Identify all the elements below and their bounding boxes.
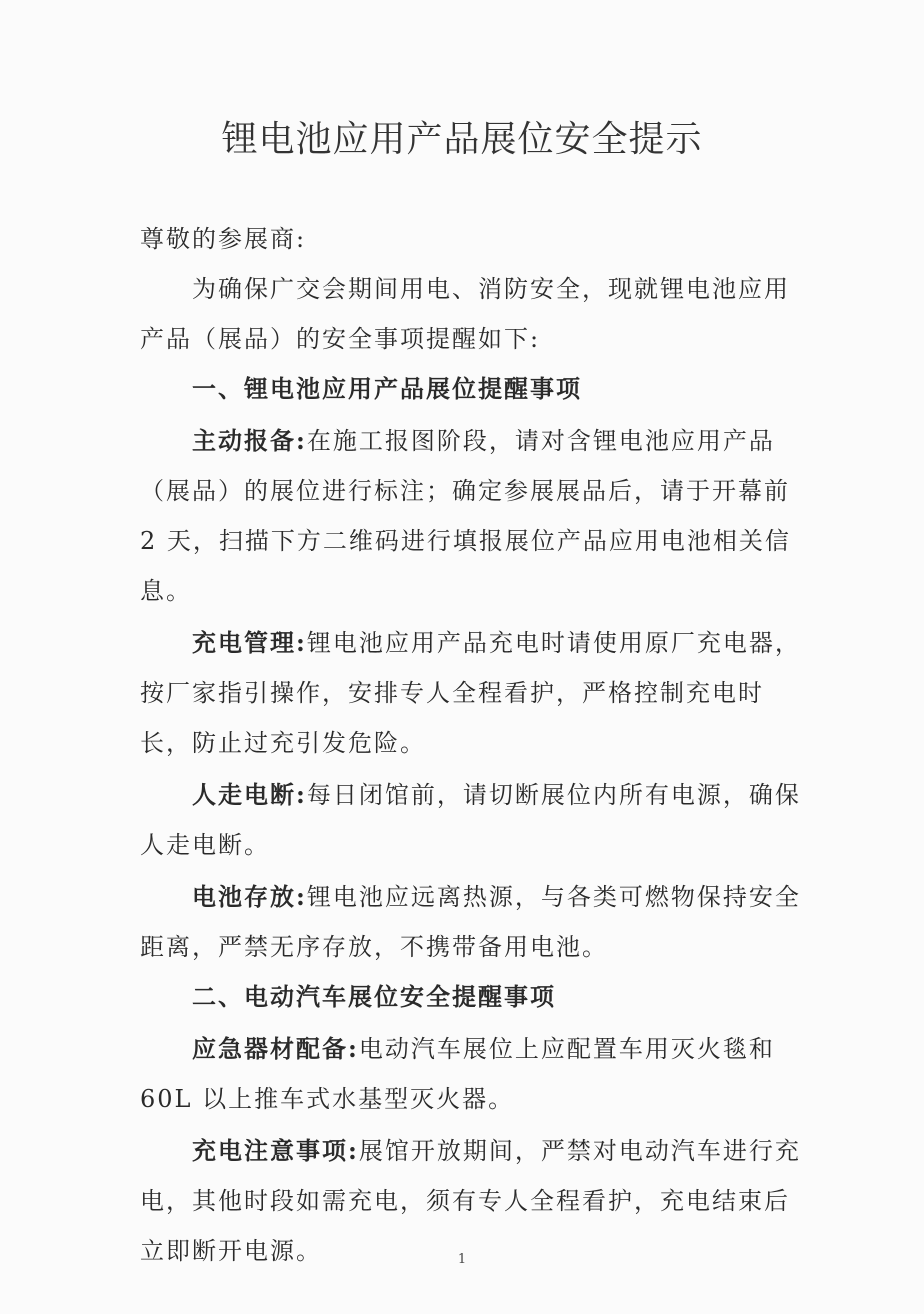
section2-heading: 二、电动汽车展位安全提醒事项: [192, 983, 556, 1011]
item-text: 电动汽车展位上应配置车用灭火毯和60L 以上推车式水基型灭火器。: [140, 1035, 775, 1113]
document-body: [140, 214, 810, 1276]
item-lead: 充电注意事项:: [192, 1136, 359, 1165]
section1-item: [140, 872, 810, 972]
section1-item: [140, 416, 810, 616]
salutation: 尊敬的参展商:: [140, 225, 307, 253]
item-text: 在施工报图阶段，请对含锂电池应用产品（展品）的展位进行标注；确定参展展品后，请于开幕前 2 天，扫描下方二维码进行填报展位产品应用电池相关信息。: [140, 427, 791, 605]
item-lead: 充电管理:: [192, 628, 307, 657]
item-lead: 应急器材配备:: [192, 1034, 359, 1063]
item-text: 每日闭馆前，请切断展位内所有电源，确保人走电断。: [140, 781, 801, 859]
section1-heading: 一、锂电池应用产品展位提醒事项: [192, 375, 582, 403]
section2-item: [140, 1024, 810, 1124]
section1-item: [140, 618, 810, 768]
item-lead: 主动报备:: [192, 426, 307, 455]
item-text: 锂电池应用产品充电时请使用原厂充电器，按厂家指引操作，安排专人全程看护，严格控制充电时长，防止过充引发危险。: [140, 629, 801, 757]
section1-item: [140, 770, 810, 870]
document-title: 锂电池应用产品展位安全提示: [221, 119, 703, 160]
item-lead: 电池存放:: [192, 882, 307, 911]
item-lead: 人走电断:: [192, 780, 307, 809]
intro-paragraph: 为确保广交会期间用电、消防安全，现就锂电池应用产品（展品）的安全事项提醒如下:: [140, 275, 790, 353]
item-text: 锂电池应远离热源，与各类可燃物保持安全距离，严禁无序存放，不携带备用电池。: [140, 883, 801, 961]
item-text: 展馆开放期间，严禁对电动汽车进行充电，其他时段如需充电，须有专人全程看护，充电结束后立即断开电源。: [140, 1137, 801, 1265]
page-number: 1: [457, 1252, 467, 1267]
